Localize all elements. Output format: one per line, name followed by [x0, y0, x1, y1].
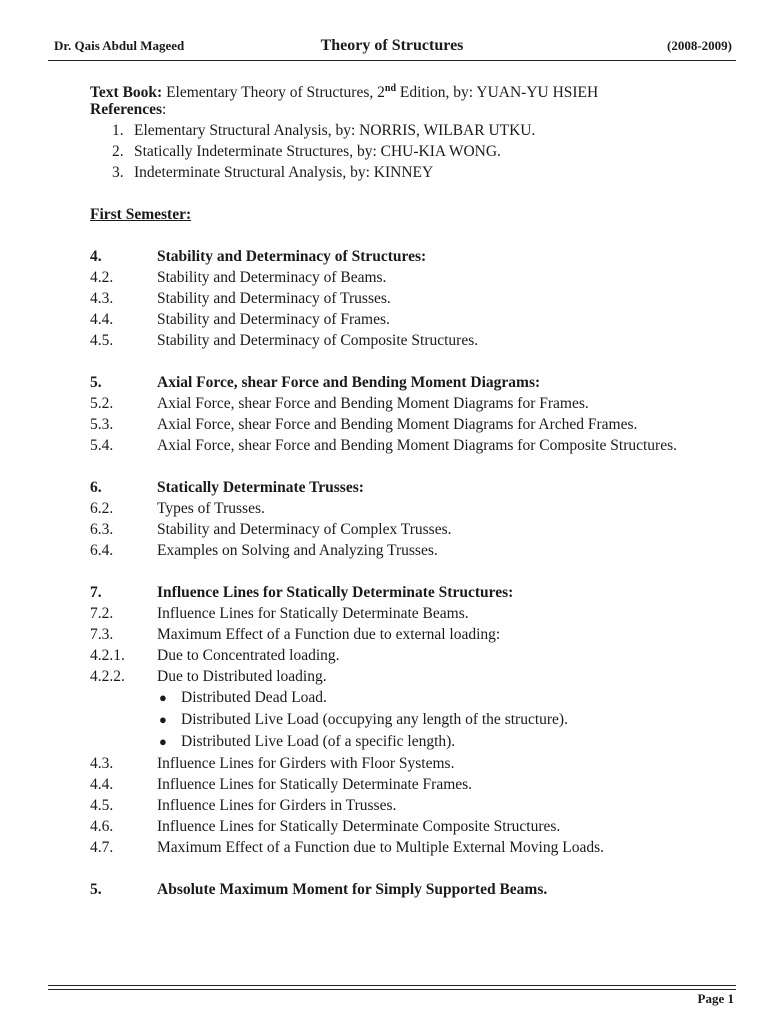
textbook-line — [90, 78, 698, 102]
list-item — [90, 795, 698, 816]
header-author: Dr. Qais Abdul Mageed — [54, 38, 185, 53]
references-heading — [90, 99, 698, 120]
page-number: Page 1 — [697, 991, 734, 1006]
item-text: Stability and Determinacy of Beams. — [157, 269, 387, 286]
item-num: 4.2.2. — [90, 668, 125, 685]
reference-text: Elementary Structural Analysis, by: NORRIS, WILBAR UTKU. — [134, 122, 536, 139]
list-item — [90, 414, 698, 435]
bullet-icon: ● — [159, 690, 167, 705]
item-num: 4.5. — [90, 332, 114, 349]
item-num: 5.4. — [90, 437, 114, 454]
header-rule — [48, 60, 736, 61]
bullet-text: Distributed Live Load (occupying any length of the structure). — [181, 711, 568, 728]
list-item — [90, 435, 698, 456]
item-text: Stability and Determinacy of Trusses. — [157, 290, 391, 307]
footer-rule — [48, 985, 736, 986]
bullet-item — [90, 731, 698, 753]
item-text: Influence Lines for Girders with Floor Systems. — [157, 755, 455, 772]
item-num: 4.3. — [90, 755, 114, 772]
bullet-item — [90, 709, 698, 731]
item-text: Examples on Solving and Analyzing Trusses. — [157, 542, 438, 559]
list-item — [90, 837, 698, 858]
textbook-text: Elementary Theory of Structures, 2 — [162, 84, 385, 102]
item-text: Influence Lines for Statically Determinate Frames. — [157, 776, 473, 793]
list-item — [90, 540, 698, 561]
section-heading — [90, 246, 698, 267]
reference-num: 2. — [112, 143, 124, 160]
list-item — [90, 393, 698, 414]
textbook-label: Text Book: — [90, 84, 163, 102]
references-label: References — [90, 101, 163, 118]
item-text: Stability and Determinacy of Frames. — [157, 311, 390, 328]
list-item — [90, 645, 698, 666]
item-num: 4.6. — [90, 818, 114, 835]
item-num: 6.4. — [90, 542, 114, 559]
reference-item — [90, 162, 698, 183]
bullet-text: Distributed Live Load (of a specific length). — [181, 733, 456, 750]
item-num: 4.2. — [90, 269, 114, 286]
list-item — [90, 288, 698, 309]
reference-text: Statically Indeterminate Structures, by: CHU-KIA WONG. — [134, 143, 501, 160]
item-text: Axial Force, shear Force and Bending Moment Diagrams for Frames. — [157, 395, 589, 412]
list-item — [90, 816, 698, 837]
bullet-icon: ● — [159, 712, 167, 727]
list-item — [90, 603, 698, 624]
list-item — [90, 309, 698, 330]
list-item — [90, 774, 698, 795]
item-text: Maximum Effect of a Function due to Multiple External Moving Loads. — [157, 839, 604, 856]
section-title: Statically Determinate Trusses: — [157, 479, 364, 496]
item-num: 4.3. — [90, 290, 114, 307]
item-text: Axial Force, shear Force and Bending Moment Diagrams for Arched Frames. — [157, 416, 638, 433]
item-num: 4.4. — [90, 311, 114, 328]
list-item — [90, 624, 698, 645]
list-item — [90, 753, 698, 774]
references-colon: : — [162, 101, 167, 118]
reference-text: Indeterminate Structural Analysis, by: KINNEY — [134, 164, 434, 181]
reference-num: 3. — [112, 164, 124, 181]
item-text: Influence Lines for Statically Determinate Composite Structures. — [157, 818, 561, 835]
bullet-text: Distributed Dead Load. — [181, 689, 327, 706]
section-num: 5. — [90, 881, 102, 898]
item-text: Due to Concentrated loading. — [157, 647, 340, 664]
item-text: Maximum Effect of a Function due to external loading: — [157, 626, 501, 643]
item-text: Due to Distributed loading. — [157, 668, 327, 685]
item-text: Axial Force, shear Force and Bending Moment Diagrams for Composite Structures. — [157, 437, 677, 454]
item-text: Stability and Determinacy of Composite Structures. — [157, 332, 479, 349]
section-num: 4. — [90, 248, 102, 265]
section-heading — [90, 582, 698, 603]
item-num: 7.3. — [90, 626, 114, 643]
reference-item — [90, 141, 698, 162]
section-title: Stability and Determinacy of Structures: — [157, 248, 427, 265]
item-num: 4.4. — [90, 776, 114, 793]
reference-item — [90, 120, 698, 141]
reference-num: 1. — [112, 122, 124, 139]
bullet-item — [90, 687, 698, 709]
item-num: 7.2. — [90, 605, 114, 622]
section-num: 7. — [90, 584, 102, 601]
section-heading — [90, 372, 698, 393]
list-item — [90, 330, 698, 351]
semester-heading: First Semester: — [90, 206, 192, 223]
header-years: (2008-2009) — [667, 38, 732, 53]
bullet-icon: ● — [159, 734, 167, 749]
item-text: Influence Lines for Statically Determinate Beams. — [157, 605, 469, 622]
item-num: 4.2.1. — [90, 647, 125, 664]
item-num: 4.5. — [90, 797, 114, 814]
section-num: 6. — [90, 479, 102, 496]
item-num: 5.3. — [90, 416, 114, 433]
textbook-sup: nd — [384, 83, 397, 94]
item-num: 4.7. — [90, 839, 114, 856]
footer-rule — [48, 989, 736, 990]
textbook-text-end: Edition, by: YUAN-YU HSIEH — [396, 84, 599, 102]
section-title: Influence Lines for Statically Determinate Structures: — [157, 584, 514, 601]
item-num: 6.2. — [90, 500, 114, 517]
item-text: Types of Trusses. — [157, 500, 265, 517]
list-item — [90, 519, 698, 540]
list-item — [90, 498, 698, 519]
item-num: 6.3. — [90, 521, 114, 538]
list-item — [90, 267, 698, 288]
item-num: 5.2. — [90, 395, 114, 412]
section-heading — [90, 879, 698, 900]
document-body — [90, 78, 698, 900]
item-text: Influence Lines for Girders in Trusses. — [157, 797, 397, 814]
section-title: Axial Force, shear Force and Bending Moment Diagrams: — [157, 374, 541, 391]
list-item — [90, 666, 698, 687]
page-header — [48, 37, 736, 59]
header-title: Theory of Structures — [320, 37, 464, 54]
section-num: 5. — [90, 374, 102, 391]
section-title: Absolute Maximum Moment for Simply Supported Beams. — [157, 881, 548, 898]
section-heading — [90, 477, 698, 498]
item-text: Stability and Determinacy of Complex Trusses. — [157, 521, 452, 538]
